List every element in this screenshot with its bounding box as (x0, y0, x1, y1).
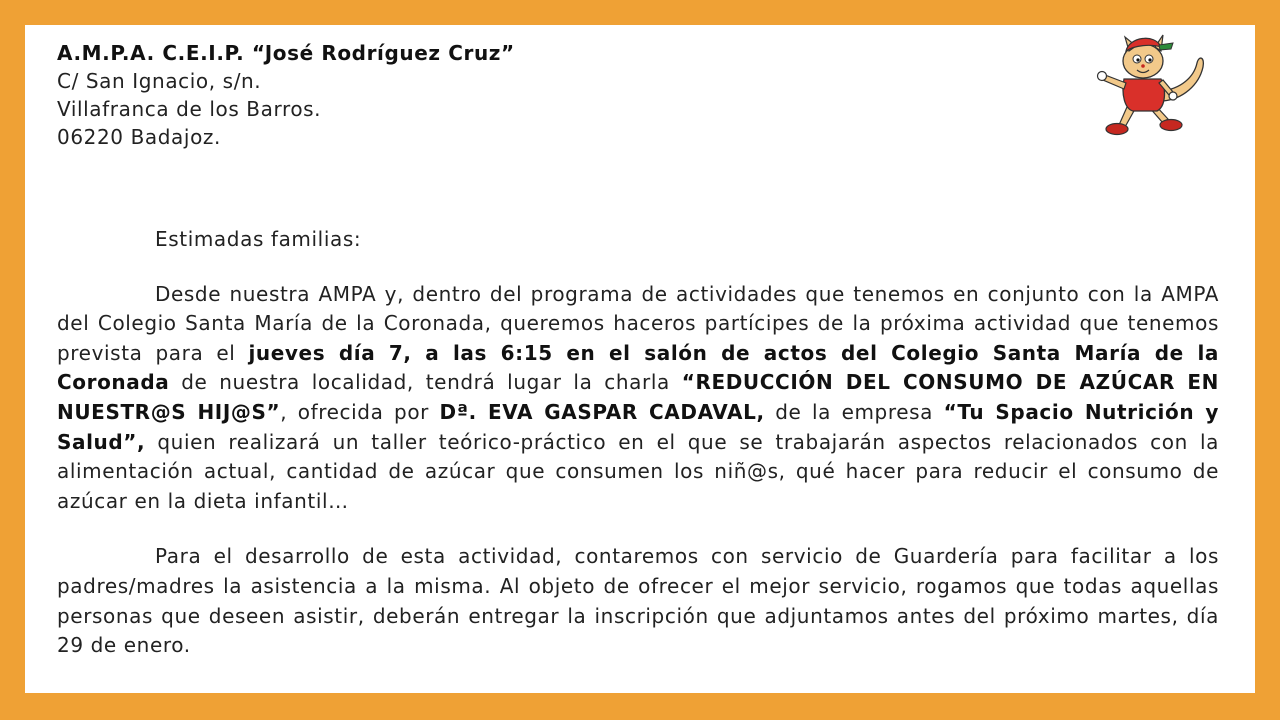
document-page (25, 25, 1255, 693)
event-date-location: jueves día 7, a las 6:15 en el salón de actos del Colegio Santa María de la Coronada (57, 340, 1220, 395)
letter-body (57, 225, 1219, 661)
speaker-name: Dª. EVA GASPAR CADAVAL, (439, 399, 765, 424)
cartoon-cat-mascot-icon (1069, 29, 1219, 141)
town-name: Villafranca de los Barros. (57, 97, 322, 121)
paragraph-text: de nuestra localidad, tendrá lugar la charla (169, 370, 682, 395)
letterhead (57, 39, 515, 151)
paragraph-event-details (57, 280, 1219, 517)
company-name: “Tu Spacio Nutrición y Salud”, (57, 399, 1220, 454)
paragraph-text: Desde nuestra AMPA y, dentro del programa de actividades que tenemos en conjunto con la AMPA del Colegio Santa María de la Coronada, queremos haceros partícipes de la próxima actividad que tenemos prevista para el (57, 281, 1219, 365)
paragraph-text: de la empresa (764, 399, 944, 424)
paragraph-text: quien realizará un taller teórico-práctico en el que se trabajarán aspectos relacionados con la alimentación actual, cantidad de azúcar que consumen los niñ@s, qué hacer para reducir el consumo de azúcar en la dieta infantil… (57, 429, 1219, 513)
organization-name: A.M.P.A. C.E.I.P. “José Rodríguez Cruz” (57, 41, 515, 65)
paragraph-childcare: Para el desarrollo de esta actividad, contaremos con servicio de Guardería para facilitar a los padres/madres la asistencia a la misma. Al objeto de ofrecer el mejor servicio, rogamos que todas aquellas personas que deseen asistir, deberán entregar la inscripción que adjuntamos antes del próximo martes, día 29 de enero. (57, 544, 1219, 658)
greeting: Estimadas familias: (155, 227, 362, 251)
paragraph-text: , ofrecida por (280, 399, 440, 424)
postal-code-province: 06220 Badajoz. (57, 125, 221, 149)
street-address: C/ San Ignacio, s/n. (57, 69, 262, 93)
talk-title: “REDUCCIÓN DEL CONSUMO DE AZÚCAR EN NUESTR@S HIJ@S” (57, 370, 1219, 424)
